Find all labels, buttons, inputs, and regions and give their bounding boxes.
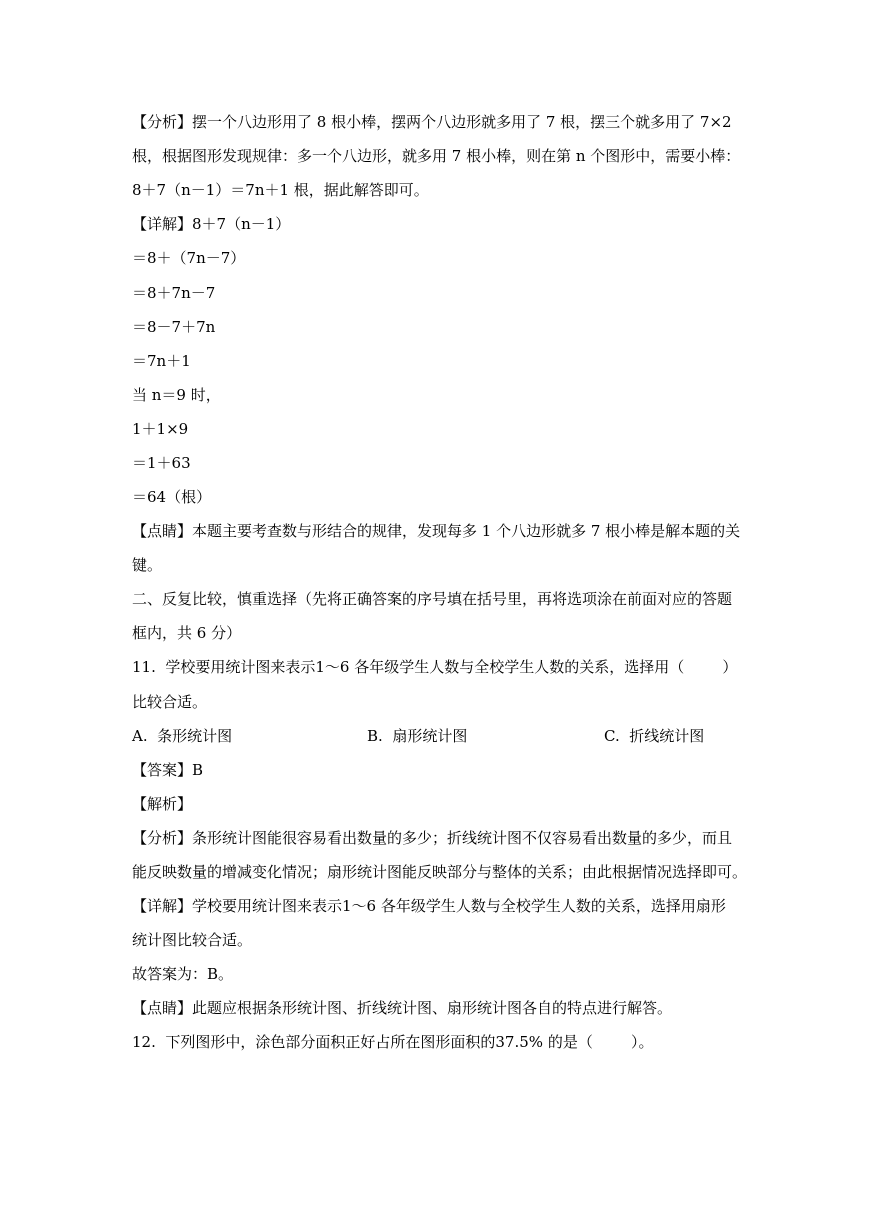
option-c: C. 折线统计图 [604, 727, 705, 745]
section-heading: 二、反复比较，慎重选择（先将正确答案的序号填在括号里，再将选项涂在前面对应的答题 [132, 590, 733, 608]
analysis-text: 【分析】条形统计图能很容易看出数量的多少；折线统计图不仅容易看出数量的多少，而且 [132, 829, 733, 847]
detail-text: 统计图比较合适。 [132, 931, 253, 949]
analysis-text: 根，根据图形发现规律：多一个八边形，就多用 7 根小棒，则在第 n 个图形中，需要小棒： [132, 147, 741, 165]
answer-text: 【答案】B [132, 761, 204, 779]
analysis-text: 8＋7（n－1）＝7n＋1 根，据此解答即可。 [132, 181, 429, 199]
comment-text: 键。 [132, 556, 163, 574]
analysis-text: 能反映数量的增减变化情况；扇形统计图能反映部分与整体的关系；由此根据情况选择即可。 [132, 863, 748, 881]
calc-step: ＝64（根） [132, 488, 212, 506]
calc-step: 当 n＝9 时， [132, 386, 221, 404]
option-b: B. 扇形统计图 [367, 727, 468, 745]
jiexi-heading: 【解析】 [132, 795, 193, 813]
option-a: A. 条形统计图 [132, 727, 233, 745]
calc-step: ＝8＋7n－7 [132, 284, 216, 302]
detail-text: 【详解】8＋7（n－1） [132, 215, 291, 233]
comment-text: 【点睛】本题主要考查数与形结合的规律，发现每多 1 个八边形就多 7 根小棒是解本题的关 [132, 522, 741, 540]
detail-text: 【详解】学校要用统计图来表示1～6 各年级学生人数与全校学生人数的关系，选择用扇形 [132, 897, 726, 915]
question-stem: 比较合适。 [132, 693, 208, 711]
comment-text: 【点睛】此题应根据条形统计图、折线统计图、扇形统计图各自的特点进行解答。 [132, 999, 673, 1017]
analysis-text: 【分析】摆一个八边形用了 8 根小棒，摆两个八边形就多用了 7 根，摆三个就多用了 7×2 [132, 113, 732, 131]
calc-step: ＝7n＋1 [132, 352, 191, 370]
section-heading: 框内，共 6 分） [132, 624, 242, 642]
question-stem: 11. 学校要用统计图来表示1～6 各年级学生人数与全校学生人数的关系，选择用（ ） [132, 658, 738, 676]
calc-step: ＝8－7＋7n [132, 318, 216, 336]
calc-step: ＝8＋（7n－7） [132, 249, 246, 267]
question-stem: 12. 下列图形中，涂色部分面积正好占所在图形面积的37.5% 的是（ ）。 [132, 1033, 654, 1051]
calc-step: 1＋1×9 [132, 420, 189, 438]
conclusion-text: 故答案为：B。 [132, 965, 234, 983]
calc-step: ＝1＋63 [132, 454, 191, 472]
